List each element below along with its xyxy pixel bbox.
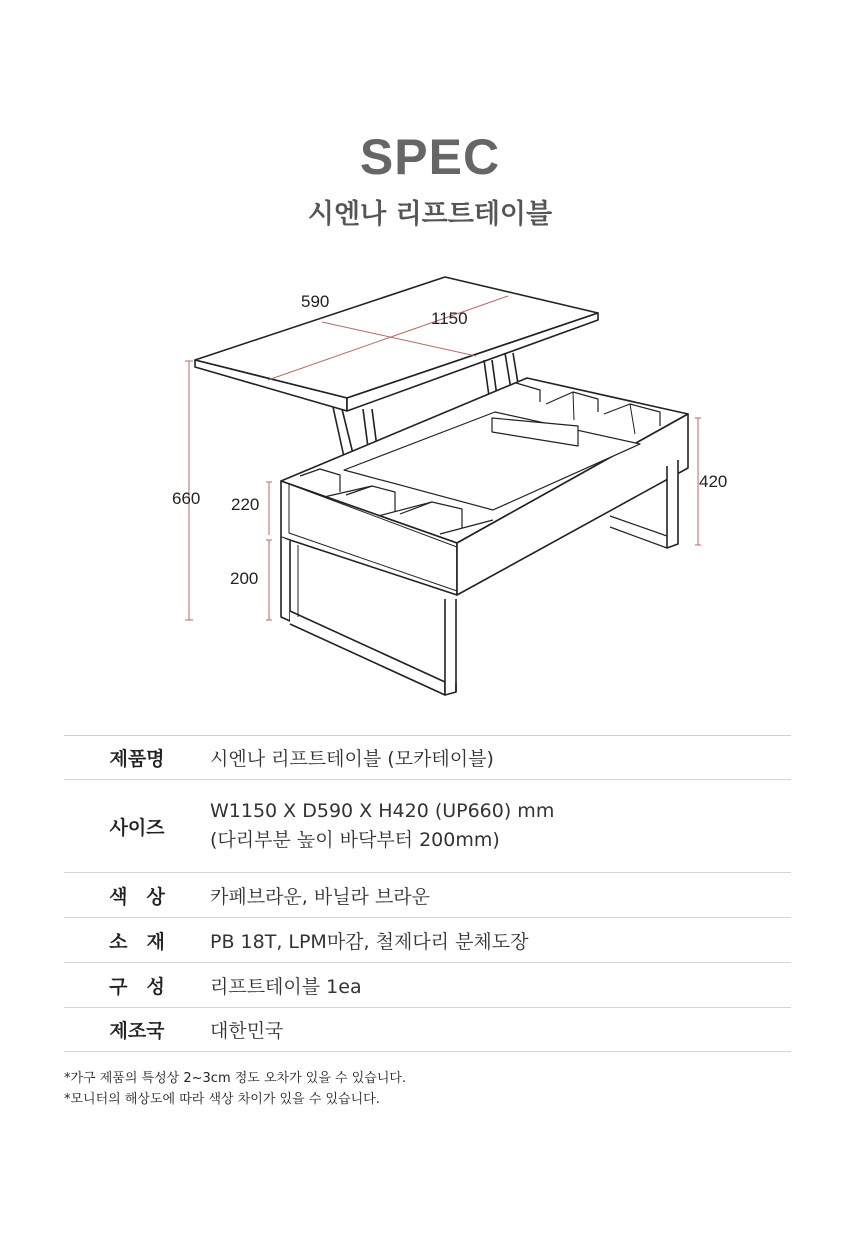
spec-row-composition [64,963,791,1008]
spec-row-origin [64,1008,791,1052]
spec-value: 카페브라운, 바닐라 브라운 [210,885,431,908]
spec-value: 리프트테이블 1ea [210,975,362,998]
width-label: 1150 [431,309,468,328]
tolerance-note: *가구 제품의 특성상 2~3cm 정도 오차가 있을 수 있습니다. [64,1071,407,1086]
product-subtitle: 시엔나 리프트테이블 [307,199,553,230]
spec-value-note: (다리부분 높이 바닥부터 200mm) [210,829,500,851]
spec-label: 제조국 [109,1020,165,1042]
spec-label: 제품명 [109,748,165,770]
spec-label: 구 성 [109,975,165,998]
spec-value: PB 18T, LPM마감, 철제다리 분체도장 [210,930,529,953]
spec-table [64,735,791,1052]
spec-row-material [64,918,791,963]
leg-front-left [281,537,290,621]
leg-rear-right [667,460,678,548]
spec-value: 대한민국 [210,1020,284,1042]
depth-label: 590 [301,292,330,311]
total-height-label: 660 [172,489,201,508]
page-title: SPEC [359,129,501,185]
spec-value: W1150 X D590 X H420 (UP660) mm [210,800,555,822]
spec-row-color [64,873,791,918]
spec-label: 소 재 [109,930,165,953]
spec-row-name [64,736,791,780]
storage-height-label: 220 [231,495,260,514]
leg-front-right [445,599,456,695]
spec-value: 시엔나 리프트테이블 (모카테이블) [210,748,494,770]
spec-label: 색 상 [109,885,165,908]
leg-front-rail [290,611,445,695]
spec-row-size [64,780,791,873]
table-height-label: 420 [699,472,728,491]
spec-label: 사이즈 [109,816,165,839]
monitor-color-note: *모니터의 해상도에 따라 색상 차이가 있을 수 있습니다. [64,1092,380,1107]
leg-height-label: 200 [230,569,259,588]
